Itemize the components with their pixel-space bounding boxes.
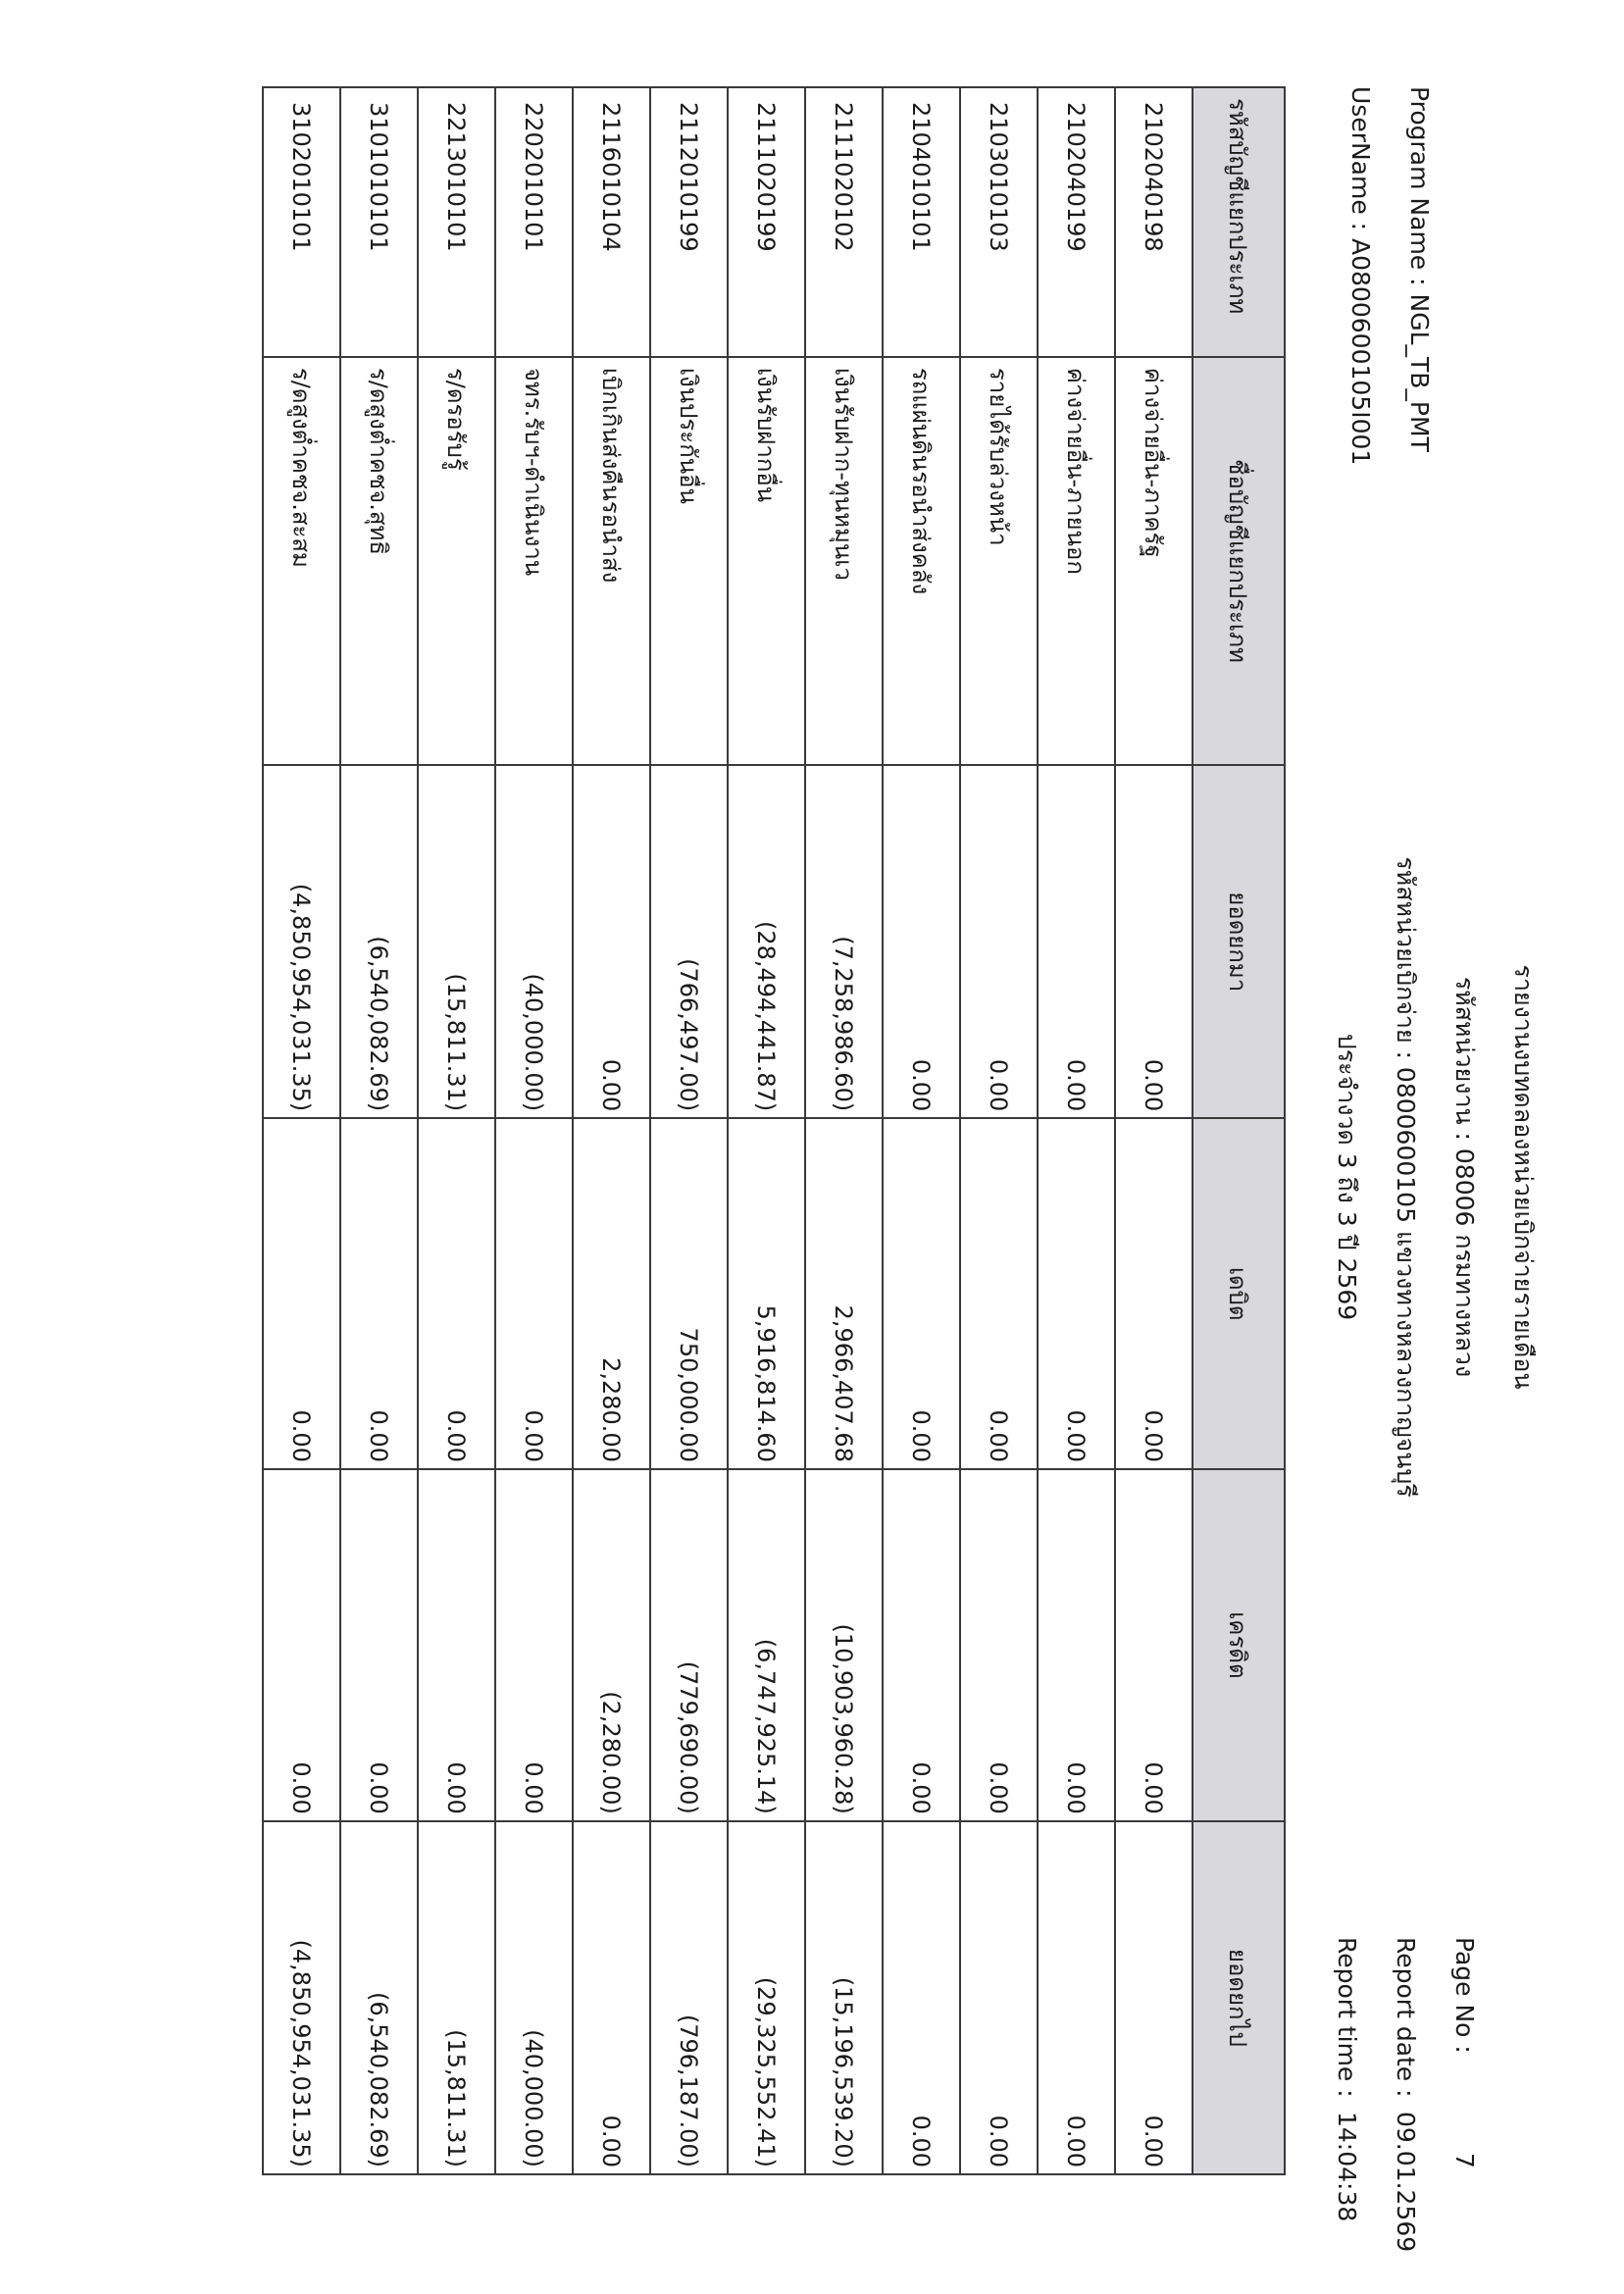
user-name: UserName : A0800600105I001 [1346, 86, 1375, 466]
table-row [1038, 87, 1115, 2174]
credit-amount: (6,747,925.14) [728, 1469, 805, 1821]
debit-amount: 0.00 [340, 1118, 418, 1469]
credit-amount: 0.00 [883, 1469, 960, 1821]
column-header-debit: เดบิต [1193, 1118, 1285, 1469]
closing-balance: (15,196,539.20) [805, 1821, 883, 2174]
debit-amount: 2,280.00 [573, 1118, 650, 1469]
column-header-closing-balance: ยอดยกไป [1193, 1821, 1285, 2174]
opening-balance: (15,811.31) [418, 765, 495, 1118]
table-row [263, 87, 340, 2174]
table-row [728, 87, 805, 2174]
account-name: รายได้รับล่วงหน้า [960, 357, 1038, 765]
account-code: 2111020102 [805, 87, 883, 357]
account-name: เบิกเกินส่งคืนรอนำส่ง [573, 357, 650, 765]
account-name: ร/ดสูงต่ำคชจ.สุทธิ [340, 357, 418, 765]
table-header-row [1193, 87, 1285, 2174]
table-row [495, 87, 573, 2174]
table-row [573, 87, 650, 2174]
table-row [650, 87, 728, 2174]
report-date [1394, 1937, 1418, 2252]
opening-balance: 0.00 [960, 765, 1038, 1118]
opening-balance: 0.00 [883, 765, 960, 1118]
closing-balance: 0.00 [1115, 1821, 1193, 2174]
debit-amount: 0.00 [960, 1118, 1038, 1469]
credit-amount: 0.00 [340, 1469, 418, 1821]
account-name: ค่างจ่ายอื่น-ภาครัฐ [1115, 357, 1193, 765]
account-name: จทร.รับฯ-ดำเนินงาน [495, 357, 573, 765]
account-name: ร/ดสูงต่ำคชจ.สะสม [263, 357, 340, 765]
opening-balance: (40,000.00) [495, 765, 573, 1118]
account-code: 2102040198 [1115, 87, 1193, 357]
opening-balance: (6,540,082.69) [340, 765, 418, 1118]
closing-balance: 0.00 [883, 1821, 960, 2174]
table-row [418, 87, 495, 2174]
column-header-account-name: ชื่อบัญชีแยกประเภท [1193, 357, 1285, 765]
account-name: เงินประกันอื่น [650, 357, 728, 765]
account-code: 2213010101 [418, 87, 495, 357]
credit-amount: (2,280.00) [573, 1469, 650, 1821]
account-code: 2102040199 [1038, 87, 1115, 357]
account-code: 2202010101 [495, 87, 573, 357]
closing-balance: (796,187.00) [650, 1821, 728, 2174]
credit-amount: 0.00 [263, 1469, 340, 1821]
table-row [805, 87, 883, 2174]
table-row [883, 87, 960, 2174]
credit-amount: 0.00 [960, 1469, 1038, 1821]
debit-amount: 5,916,814.60 [728, 1118, 805, 1469]
account-name: ค่างจ่ายอื่น-ภายนอก [1038, 357, 1115, 765]
opening-balance: (4,850,954,031.35) [263, 765, 340, 1118]
credit-amount: 0.00 [1038, 1469, 1115, 1821]
account-code: 2103010103 [960, 87, 1038, 357]
program-name: Program Name : NGL_TB_PMT [1405, 86, 1434, 452]
closing-balance: 0.00 [1038, 1821, 1115, 2174]
account-code: 2116010104 [573, 87, 650, 357]
column-header-opening-balance: ยอดยกมา [1193, 765, 1285, 1118]
opening-balance: 0.00 [1115, 765, 1193, 1118]
closing-balance: 0.00 [573, 1821, 650, 2174]
account-name: รถแผ่นดินรอนำส่งคลัง [883, 357, 960, 765]
closing-balance: (6,540,082.69) [340, 1821, 418, 2174]
page-number-label: Page No : [1450, 1937, 1479, 2054]
debit-amount: 0.00 [418, 1118, 495, 1469]
disbursing-unit-code: รหัสหน่วยเบิกจ่าย : 0800600105 แขวงทางหลวงกาญจนบุรี [1392, 856, 1420, 1498]
closing-balance: 0.00 [960, 1821, 1038, 2174]
report-time-label: Report time : [1333, 1937, 1361, 2098]
closing-balance: (4,850,954,031.35) [263, 1821, 340, 2174]
report-date-value: 09.01.2569 [1392, 2112, 1420, 2253]
account-name: เงินรับฝากอื่น [728, 357, 805, 765]
account-code: 2111020199 [728, 87, 805, 357]
column-header-credit: เครดิต [1193, 1469, 1285, 1821]
report-time-value: 14:04:38 [1333, 2112, 1361, 2222]
opening-balance: (28,494,441.87) [728, 765, 805, 1118]
opening-balance: 0.00 [1038, 765, 1115, 1118]
table-row [340, 87, 418, 2174]
opening-balance: (766,497.00) [650, 765, 728, 1118]
debit-amount: 750,000.00 [650, 1118, 728, 1469]
page-number-value: 7 [1450, 2153, 1479, 2168]
report-time [1335, 1937, 1359, 2221]
credit-amount: 0.00 [495, 1469, 573, 1821]
debit-amount: 0.00 [263, 1118, 340, 1469]
account-code: 3101010101 [340, 87, 418, 357]
credit-amount: 0.00 [1115, 1469, 1193, 1821]
opening-balance: 0.00 [573, 765, 650, 1118]
page-number [1452, 1937, 1477, 2168]
account-name: ร/ดรอรับรู้ [418, 357, 495, 765]
account-code: 3102010101 [263, 87, 340, 357]
report-period: ประจำงวด 3 ถึง 3 ปี 2569 [1333, 1033, 1361, 1321]
account-code: 2112010199 [650, 87, 728, 357]
agency-code: รหัสหน่วยงาน : 08006 กรมทางหลวง [1450, 976, 1479, 1378]
report-title: รายงานงบทดลองหน่วยเบิกจ่ายรายเดือน [1509, 964, 1538, 1390]
report-date-label: Report date : [1392, 1937, 1420, 2098]
credit-amount: 0.00 [418, 1469, 495, 1821]
credit-amount: (779,690.00) [650, 1469, 728, 1821]
debit-amount: 0.00 [1115, 1118, 1193, 1469]
closing-balance: (15,811.31) [418, 1821, 495, 2174]
column-header-account-code: รหัสบัญชีแยกประเภท [1193, 87, 1285, 357]
credit-amount: (10,903,960.28) [805, 1469, 883, 1821]
closing-balance: (29,325,552.41) [728, 1821, 805, 2174]
closing-balance: (40,000.00) [495, 1821, 573, 2174]
debit-amount: 2,966,407.68 [805, 1118, 883, 1469]
debit-amount: 0.00 [883, 1118, 960, 1469]
debit-amount: 0.00 [495, 1118, 573, 1469]
debit-amount: 0.00 [1038, 1118, 1115, 1469]
trial-balance-table [262, 86, 1286, 2175]
account-code: 2104010101 [883, 87, 960, 357]
account-name: เงินรับฝาก-ทุนหมุนเว [805, 357, 883, 765]
table-row [1115, 87, 1193, 2174]
table-row [960, 87, 1038, 2174]
opening-balance: (7,258,986.60) [805, 765, 883, 1118]
